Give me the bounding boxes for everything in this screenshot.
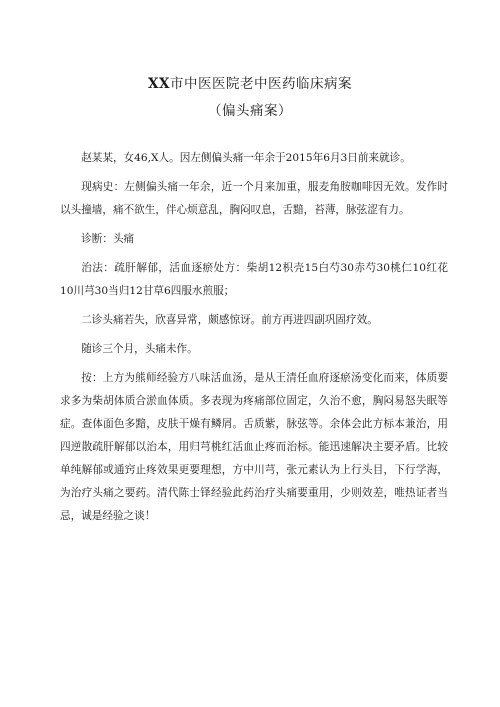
document-body <box>60 147 448 534</box>
paragraph-follow-up: 随诊三个月，头痛未作。 <box>81 343 198 355</box>
paragraph-treatment: 治法：疏肝解郁，活血逐瘀处方：柴胡12枳壳15白芍30赤芍30桃仁10红花10川芎30当归12甘草6四服水煎服； <box>60 262 448 297</box>
title-prefix: XX <box>148 76 170 92</box>
paragraph-patient-info: 赵某某，女46,X人。因左侧偏头痛一年余于2015年6月3日前来就诊。 <box>81 152 411 164</box>
paragraph-commentary: 按：上方为熊师经验方八味活血汤，是从王清任血府逐瘀汤变化而来，体质要求多为柴胡体质合淤血体质。多表现为疼痛部位固定，久治不愈，胸闷易怒失眠等症。查体面色多黯，皮肤干燥有鳞屑。舌质紫，脉弦等。余体会此方标本兼治，用四逆散疏肝解郁以治本，用归芎桃红活血止疼而治标。能迅速解决主要矛盾。比较单纯解郁或通窍止疼效果更要理想，方中川芎，张元素认为上行头目，下行学海，为治疗头痛之要药。清代陈士铎经验此药治疗头痛要重用，少则效差，唯热证者当忌，诚是经验之谈！ <box>60 372 448 522</box>
document-subtitle: （偏头痛案） <box>208 103 292 119</box>
title-text: 市中医医院老中医药临床病案 <box>169 76 352 92</box>
paragraph-diagnosis: 诊断：头痛 <box>81 233 135 245</box>
document-title <box>0 72 500 92</box>
paragraph-second-visit: 二诊头痛若失，欣喜异常，颇感惊讶。前方再进四副巩固疗效。 <box>81 314 378 326</box>
paragraph-history: 现病史：左侧偏头痛一年余，近一个月来加重，服麦角胺咖啡因无效。发作时以头撞墙，痛不欲生，伴心烦意乱，胸闷叹息，舌黯，苔薄，脉弦涩有力。 <box>60 181 448 216</box>
